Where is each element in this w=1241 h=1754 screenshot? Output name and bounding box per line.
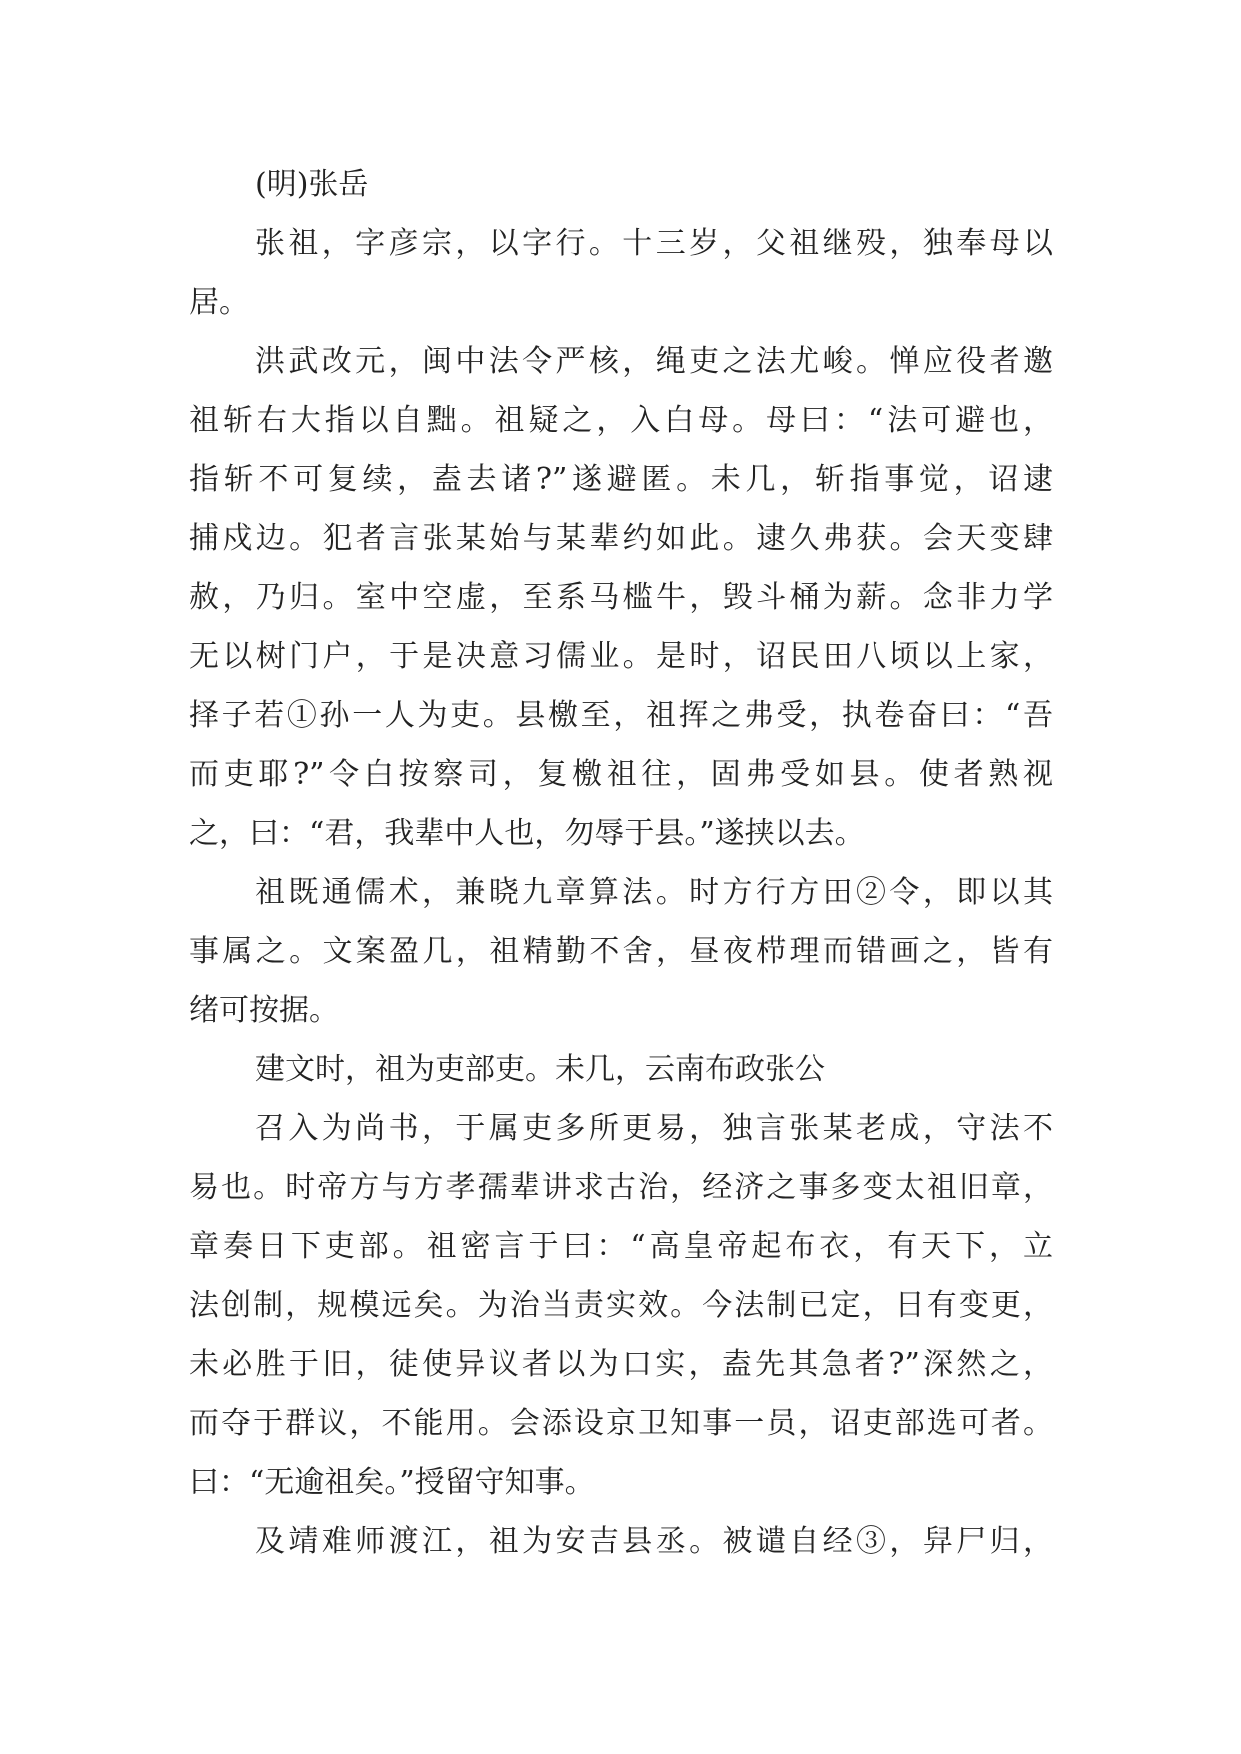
text-line: 无以树门户，于是决意习儒业。是时，诏民田八顷以上家，: [189, 639, 1053, 674]
text-line: 择子若①孙一人为吏。县檄至，祖挥之弗受，执卷奋曰：“吾: [189, 698, 1053, 733]
text-line: 祖斩右大指以自黜。祖疑之，入白母。母曰：“法可避也，: [189, 403, 1053, 438]
author-line: (明)张岳: [255, 167, 369, 202]
text-line: 建文时，祖为吏部吏。未几，云南布政张公: [255, 1052, 825, 1087]
text-line: 祖既通儒术，兼晓九章算法。时方行方田②令，即以其: [255, 875, 1053, 910]
text-line: 曰：“无逾祖矣。”授留守知事。: [189, 1465, 595, 1500]
text-line: 张祖，字彦宗，以字行。十三岁，父祖继殁，独奉母以: [255, 226, 1053, 261]
text-line: 而吏耶?”令白按察司，复檄祖往，固弗受如县。使者熟视: [189, 757, 1053, 792]
text-line: 捕戍边。犯者言张某始与某辈约如此。逮久弗获。会天变肆: [189, 521, 1053, 556]
text-line: 居。: [189, 285, 249, 320]
text-line: 而夺于群议，不能用。会添设京卫知事一员，诏吏部选可者。: [189, 1406, 1053, 1441]
text-line: 章奏日下吏部。祖密言于曰：“高皇帝起布衣，有天下，立: [189, 1229, 1053, 1264]
text-line: 易也。时帝方与方孝孺辈讲求古治，经济之事多变太祖旧章，: [189, 1170, 1053, 1205]
text-line: 之，曰：“君，我辈中人也，勿辱于县。”遂挟以去。: [189, 816, 865, 851]
text-line: 赦，乃归。室中空虚，至系马槛牛，毁斗桶为薪。念非力学: [189, 580, 1053, 615]
text-line: 法创制，规模远矣。为治当责实效。今法制已定，日有变更，: [189, 1288, 1053, 1323]
text-line: 指斩不可复续，盍去诸?”遂避匿。未几，斩指事觉，诏逮: [189, 462, 1053, 497]
text-line: 召入为尚书，于属吏多所更易，独言张某老成，守法不: [255, 1111, 1053, 1146]
text-line: 未必胜于旧，徒使异议者以为口实，盍先其急者?”深然之，: [189, 1347, 1053, 1382]
document-body: [189, 155, 1053, 1571]
text-line: 绪可按据。: [189, 993, 339, 1028]
text-line: 事属之。文案盈几，祖精勤不舍，昼夜栉理而错画之，皆有: [189, 934, 1053, 969]
text-line: 及靖难师渡江，祖为安吉县丞。被谴自经③，舁尸归，: [255, 1524, 1053, 1559]
text-line: 洪武改元，闽中法令严核，绳吏之法尤峻。惮应役者邀: [255, 344, 1053, 379]
